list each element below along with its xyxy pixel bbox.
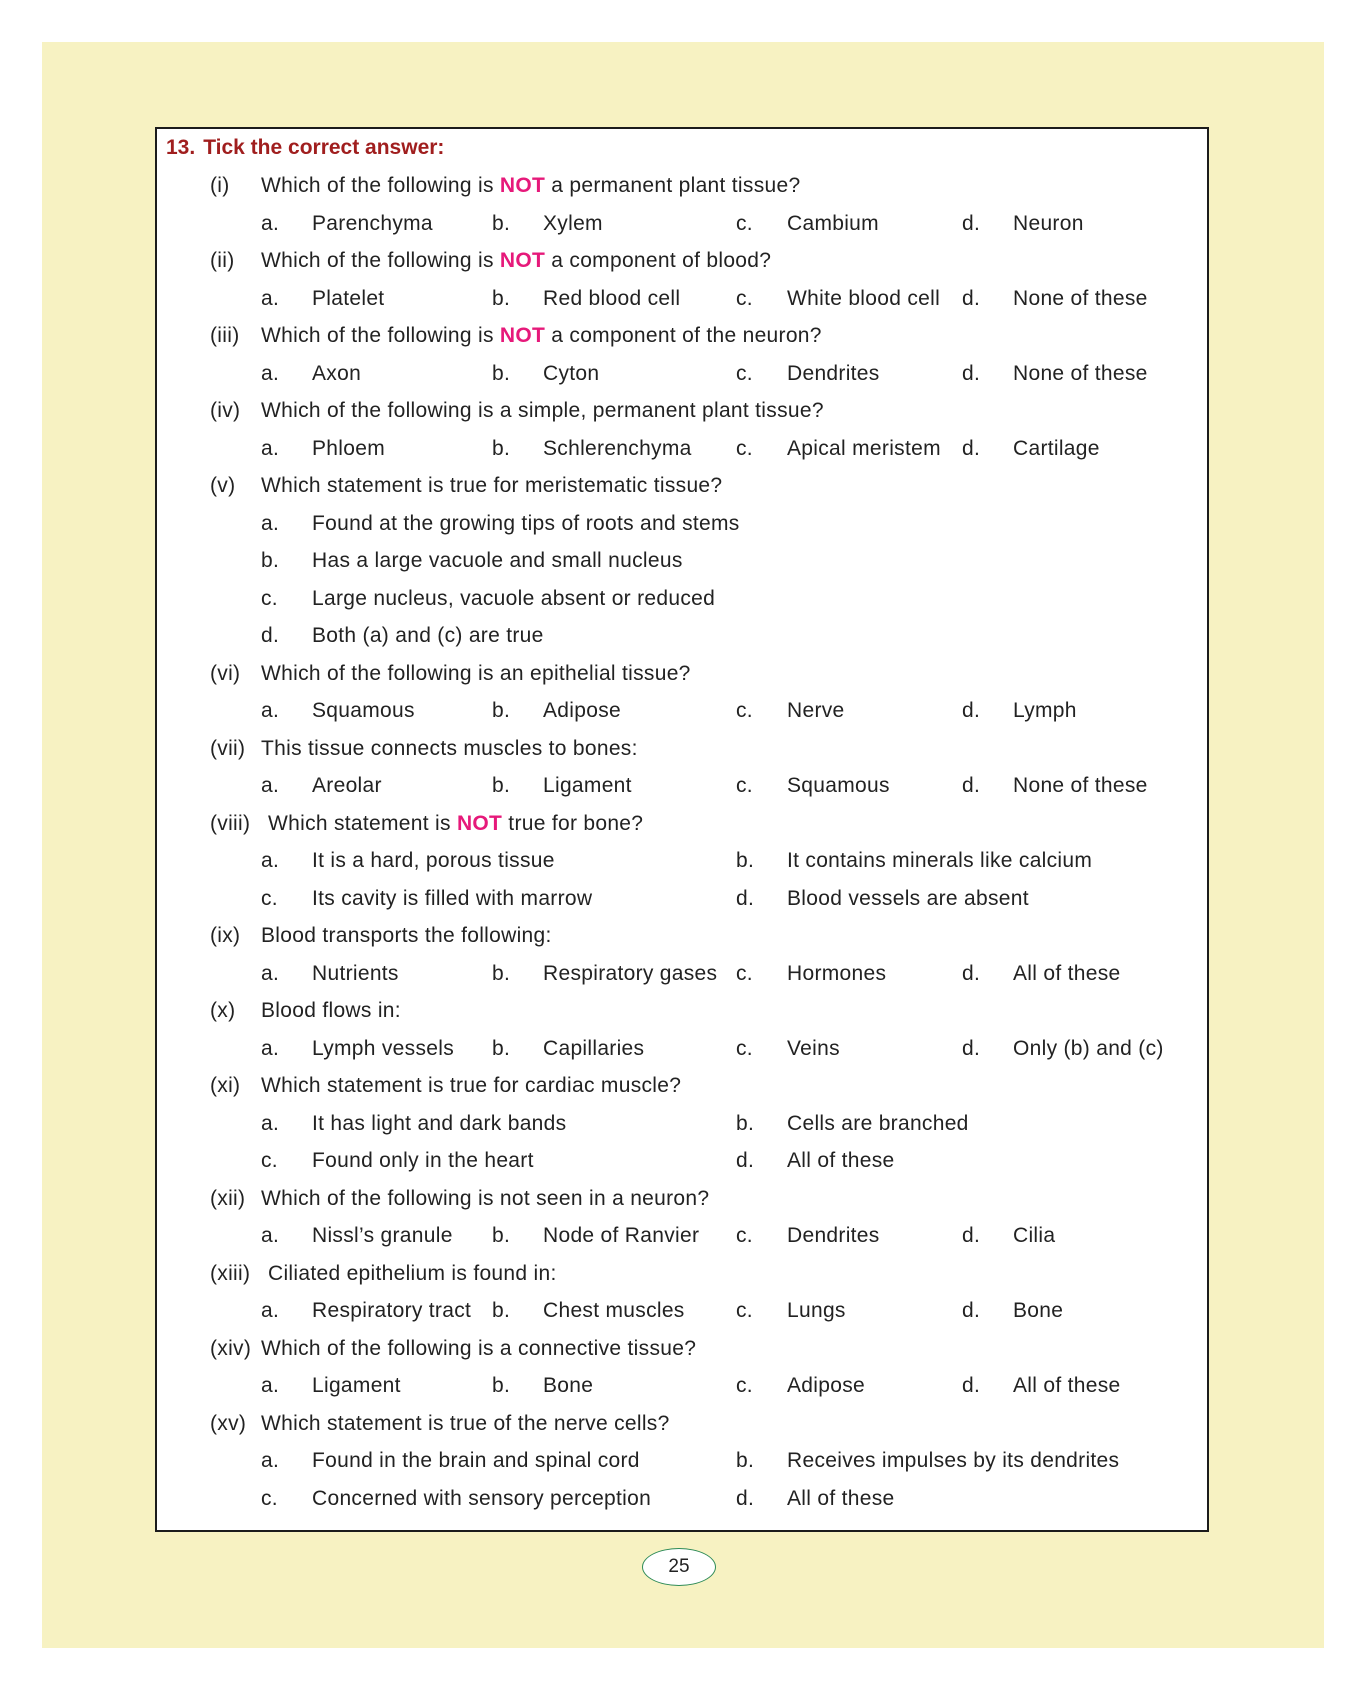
option-text: Only (b) and (c) (1013, 1037, 1164, 1060)
question-text (261, 321, 822, 351)
option-text: None of these (1013, 287, 1148, 310)
question-text-post: a component of blood? (545, 249, 772, 272)
option-row (0, 1371, 1366, 1401)
question-text-pre: Which statement is true of the nerve cells? (261, 1412, 670, 1435)
question-line (0, 471, 1366, 501)
option-letter: b. (492, 1224, 511, 1247)
option-letter: b. (261, 549, 280, 572)
question-number: (iii) (210, 324, 240, 347)
option-row (0, 1146, 1366, 1176)
option-letter: b. (736, 1449, 755, 1472)
not-emphasis: NOT (499, 324, 546, 347)
option-letter: d. (962, 437, 981, 460)
question-text-pre: Which of the following is an epithelial tissue? (261, 662, 691, 685)
option-text: Node of Ranvier (543, 1224, 700, 1247)
question-number: (xiii) (210, 1262, 251, 1285)
question-number: (ii) (210, 249, 235, 272)
option-letter: d. (962, 1374, 981, 1397)
option-letter: a. (261, 512, 280, 535)
question-number: (v) (210, 474, 236, 497)
option-letter: a. (261, 1224, 280, 1247)
option-text: It is a hard, porous tissue (312, 849, 555, 872)
option-row (0, 959, 1366, 989)
option-letter: d. (962, 1299, 981, 1322)
question-number: (xii) (210, 1187, 246, 1210)
question-number: (x) (210, 999, 236, 1022)
option-letter: a. (261, 1449, 280, 1472)
question-line (0, 734, 1366, 764)
option-letter: d. (962, 774, 981, 797)
heading-text: Tick the correct answer: (203, 136, 445, 159)
option-row (0, 771, 1366, 801)
question-text-pre: Which of the following is (261, 174, 500, 197)
option-letter: b. (492, 1037, 511, 1060)
question-text-post: true for bone? (502, 812, 644, 835)
question-line (0, 659, 1366, 689)
option-text: Receives impulses by its dendrites (787, 1449, 1120, 1472)
question-text (268, 1259, 557, 1289)
option-text: All of these (1013, 1374, 1121, 1397)
question-text-pre: Blood flows in: (261, 999, 401, 1022)
question-number: (ix) (210, 924, 241, 947)
option-text: Blood vessels are absent (787, 887, 1029, 910)
option-letter: c. (736, 362, 753, 385)
question-text (261, 1071, 681, 1101)
question-line (0, 1334, 1366, 1364)
option-letter: c. (736, 774, 753, 797)
option-letter: a. (261, 1037, 280, 1060)
option-letter: a. (261, 437, 280, 460)
option-letter: d. (261, 624, 280, 647)
question-text-pre: Which of the following is (261, 324, 500, 347)
option-row (0, 546, 1366, 576)
option-text: Bone (1013, 1299, 1064, 1322)
question-text-pre: Which statement is true for meristematic tissue? (261, 474, 723, 497)
option-letter: d. (962, 287, 981, 310)
option-row (0, 209, 1366, 239)
option-text: Schlerenchyma (543, 437, 692, 460)
option-letter: d. (736, 1149, 755, 1172)
question-text (261, 471, 722, 501)
option-row (0, 509, 1366, 539)
option-text: Chest muscles (543, 1299, 685, 1322)
option-text: Lymph (1013, 699, 1077, 722)
option-text: Adipose (543, 699, 621, 722)
question-text (261, 1409, 670, 1439)
option-text: Found only in the heart (312, 1149, 534, 1172)
question-number: (i) (210, 174, 230, 197)
not-emphasis: NOT (456, 812, 503, 835)
question-line (0, 1071, 1366, 1101)
option-text: Cambium (787, 212, 879, 235)
option-text: It has light and dark bands (312, 1112, 567, 1135)
question-number: (xv) (210, 1412, 247, 1435)
option-row (0, 884, 1366, 914)
question-number: (viii) (210, 812, 251, 835)
option-row (0, 284, 1366, 314)
option-letter: c. (261, 1487, 278, 1510)
option-letter: b. (492, 362, 511, 385)
option-row (0, 434, 1366, 464)
option-row (0, 1484, 1366, 1514)
option-letter: a. (261, 287, 280, 310)
option-letter: a. (261, 362, 280, 385)
question-text (261, 996, 401, 1026)
question-line (0, 921, 1366, 951)
question-text-post: a permanent plant tissue? (545, 174, 801, 197)
option-text: Concerned with sensory perception (312, 1487, 652, 1510)
question-text-pre: Ciliated epithelium is found in: (268, 1262, 557, 1285)
option-text: Both (a) and (c) are true (312, 624, 544, 647)
option-letter: c. (736, 699, 753, 722)
option-letter: c. (261, 587, 278, 610)
question-number: (xiv) (210, 1337, 252, 1360)
option-letter: c. (736, 1374, 753, 1397)
option-letter: b. (492, 1299, 511, 1322)
question-number: (iv) (210, 399, 241, 422)
option-text: Nutrients (312, 962, 399, 985)
question-line (0, 246, 1366, 276)
option-text: Respiratory gases (543, 962, 718, 985)
question-text-pre: Which of the following is a connective tissue? (261, 1337, 697, 1360)
exercise-heading (166, 136, 444, 160)
question-line (0, 1184, 1366, 1214)
question-text (261, 734, 638, 764)
question-line (0, 809, 1366, 839)
option-text: All of these (1013, 962, 1121, 985)
option-text: Cells are branched (787, 1112, 969, 1135)
option-text: Cartilage (1013, 437, 1100, 460)
option-letter: d. (962, 962, 981, 985)
option-letter: d. (962, 362, 981, 385)
not-emphasis: NOT (499, 174, 546, 197)
option-text: Ligament (312, 1374, 401, 1397)
option-text: Lymph vessels (312, 1037, 455, 1060)
option-row (0, 1034, 1366, 1064)
option-text: Cilia (1013, 1224, 1056, 1247)
option-letter: a. (261, 849, 280, 872)
question-text-post: a component of the neuron? (545, 324, 822, 347)
option-letter: a. (261, 962, 280, 985)
question-text-pre: Which statement is true for cardiac muscle? (261, 1074, 682, 1097)
option-text: Adipose (787, 1374, 865, 1397)
not-emphasis: NOT (499, 249, 546, 272)
option-text: Apical meristem (787, 437, 941, 460)
option-text: Ligament (543, 774, 632, 797)
option-row (0, 846, 1366, 876)
option-letter: c. (736, 287, 753, 310)
option-text: Hormones (787, 962, 887, 985)
option-letter: b. (492, 287, 511, 310)
option-letter: c. (736, 1299, 753, 1322)
option-text: Nerve (787, 699, 845, 722)
question-text-pre: Which of the following is a simple, permanent plant tissue? (261, 399, 824, 422)
option-text: Found at the growing tips of roots and stems (312, 512, 740, 535)
option-text: Lungs (787, 1299, 846, 1322)
option-letter: d. (962, 1037, 981, 1060)
option-letter: b. (736, 1112, 755, 1135)
option-letter: c. (736, 1037, 753, 1060)
question-text-pre: Blood transports the following: (261, 924, 552, 947)
option-letter: d. (962, 212, 981, 235)
option-text: Dendrites (787, 1224, 880, 1247)
option-text: Respiratory tract (312, 1299, 472, 1322)
option-text: Red blood cell (543, 287, 681, 310)
option-letter: b. (492, 212, 511, 235)
option-text: Neuron (1013, 212, 1084, 235)
question-line (0, 321, 1366, 351)
question-text (261, 246, 771, 276)
option-text: Has a large vacuole and small nucleus (312, 549, 683, 572)
option-letter: c. (261, 1149, 278, 1172)
question-number: (vii) (210, 737, 246, 760)
option-text: Phloem (312, 437, 386, 460)
option-letter: c. (736, 962, 753, 985)
question-text (261, 921, 552, 951)
heading-number: 13. (166, 136, 196, 159)
option-letter: b. (492, 699, 511, 722)
option-letter: c. (261, 887, 278, 910)
option-letter: c. (736, 437, 753, 460)
option-text: None of these (1013, 774, 1148, 797)
question-text-pre: Which statement is (268, 812, 457, 835)
option-text: None of these (1013, 362, 1148, 385)
question-number: (vi) (210, 662, 241, 685)
option-letter: d. (962, 699, 981, 722)
question-text (261, 396, 824, 426)
option-text: Areolar (312, 774, 382, 797)
question-text (261, 171, 800, 201)
option-text: It contains minerals like calcium (787, 849, 1093, 872)
option-letter: a. (261, 699, 280, 722)
option-letter: d. (736, 1487, 755, 1510)
option-text: Capillaries (543, 1037, 645, 1060)
question-line (0, 1259, 1366, 1289)
question-line (0, 171, 1366, 201)
option-text: White blood cell (787, 287, 941, 310)
page-number: 25 (642, 1548, 716, 1586)
option-letter: a. (261, 212, 280, 235)
option-letter: b. (736, 849, 755, 872)
option-letter: d. (736, 887, 755, 910)
option-letter: a. (261, 1112, 280, 1135)
option-row (0, 1446, 1366, 1476)
option-text: Nissl’s granule (312, 1224, 453, 1247)
question-line (0, 996, 1366, 1026)
option-text: Platelet (312, 287, 385, 310)
option-letter: a. (261, 1374, 280, 1397)
question-text (261, 659, 691, 689)
question-line (0, 396, 1366, 426)
option-text: Axon (312, 362, 362, 385)
option-text: Parenchyma (312, 212, 433, 235)
option-letter: d. (962, 1224, 981, 1247)
question-text-pre: Which of the following is not seen in a neuron? (261, 1187, 710, 1210)
option-text: Xylem (543, 212, 603, 235)
option-text: Dendrites (787, 362, 880, 385)
option-letter: b. (492, 1374, 511, 1397)
option-letter: a. (261, 774, 280, 797)
option-row (0, 1109, 1366, 1139)
option-letter: b. (492, 774, 511, 797)
option-letter: c. (736, 212, 753, 235)
question-text-pre: This tissue connects muscles to bones: (261, 737, 638, 760)
question-text (261, 1184, 709, 1214)
question-text (261, 1334, 696, 1364)
option-text: Its cavity is filled with marrow (312, 887, 593, 910)
option-letter: a. (261, 1299, 280, 1322)
option-text: All of these (787, 1487, 895, 1510)
question-text (268, 809, 643, 839)
option-letter: b. (492, 962, 511, 985)
option-text: Bone (543, 1374, 594, 1397)
option-text: Found in the brain and spinal cord (312, 1449, 640, 1472)
option-letter: c. (736, 1224, 753, 1247)
option-text: All of these (787, 1149, 895, 1172)
option-row (0, 584, 1366, 614)
option-row (0, 696, 1366, 726)
option-row (0, 1296, 1366, 1326)
option-text: Veins (787, 1037, 840, 1060)
option-text: Cyton (543, 362, 600, 385)
option-text: Squamous (787, 774, 890, 797)
option-row (0, 359, 1366, 389)
option-text: Large nucleus, vacuole absent or reduced (312, 587, 716, 610)
question-line (0, 1409, 1366, 1439)
question-text-pre: Which of the following is (261, 249, 500, 272)
option-text: Squamous (312, 699, 415, 722)
option-row (0, 1221, 1366, 1251)
question-number: (xi) (210, 1074, 241, 1097)
option-row (0, 621, 1366, 651)
option-letter: b. (492, 437, 511, 460)
